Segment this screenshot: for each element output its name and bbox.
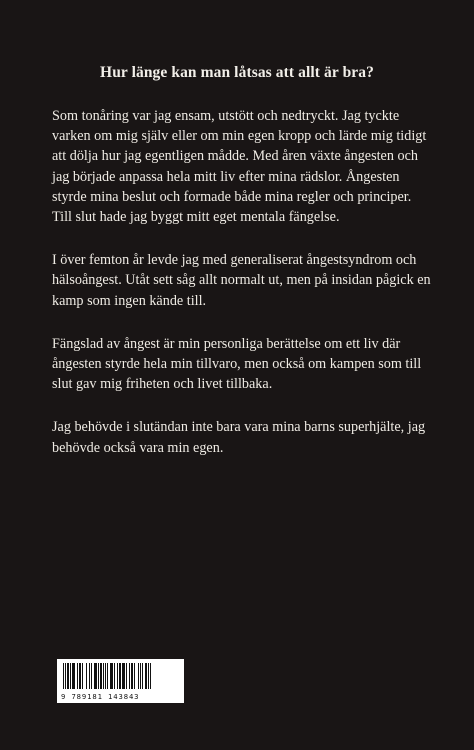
cover-headline: Hur länge kan man låtsas att allt är bra? bbox=[100, 64, 374, 81]
barcode-bar bbox=[107, 663, 108, 689]
barcode-bar bbox=[82, 663, 83, 689]
barcode-bar bbox=[110, 663, 113, 689]
barcode-bar bbox=[103, 663, 104, 689]
barcode-bar bbox=[134, 663, 135, 689]
blurb-paragraph-4: Jag behövde i slutändan inte bara vara mina barns superhjälte, jag behövde också vara min egen. bbox=[52, 419, 426, 456]
blurb-paragraph-3: Fängslad av ångest är min personliga berättelse om ett liv där ångesten styrde hela min tillvaro, men också om kampen som till slut gav mig friheten och livet tillbaka. bbox=[52, 335, 422, 393]
barcode-bar bbox=[119, 663, 121, 689]
blurb-paragraph-1: Som tonåring var jag ensam, utstött och nedtryckt. Jag tyckte varken om mig själv eller om min egen kropp och lärde mig tidigt att dölja hur jag egentligen mådde. Med åren växte ångesten och jag började anpassa hela mitt liv efter mina rädslor. Ångesten styrde mina beslut och formade både mina regler och principer. Till slut hade jag byggt mitt eget mentala fängelse. bbox=[52, 108, 427, 226]
barcode-bar bbox=[122, 663, 125, 689]
barcode-bar bbox=[117, 663, 118, 689]
barcode-bar bbox=[129, 663, 130, 689]
barcode-bar bbox=[65, 663, 66, 689]
barcode-bar bbox=[77, 663, 78, 689]
barcode-bar bbox=[94, 663, 97, 689]
barcode-bar bbox=[100, 663, 102, 689]
barcode-bar bbox=[63, 663, 64, 689]
barcode-bar bbox=[114, 663, 115, 689]
barcode-bar bbox=[91, 663, 92, 689]
barcode-bars bbox=[61, 663, 180, 692]
blurb-text bbox=[52, 106, 432, 481]
barcode-bar bbox=[131, 663, 133, 689]
isbn-barcode bbox=[57, 659, 184, 703]
isbn-number: 9 789181 143843 bbox=[61, 692, 140, 701]
barcode-bar bbox=[150, 663, 151, 689]
barcode-bar bbox=[79, 663, 81, 689]
barcode-bar bbox=[126, 663, 127, 689]
barcode-bar bbox=[148, 663, 149, 689]
barcode-bar bbox=[145, 663, 147, 689]
barcode-bar bbox=[67, 663, 69, 689]
barcode-bar bbox=[72, 663, 75, 689]
barcode-bar bbox=[105, 663, 106, 689]
barcode-bar bbox=[98, 663, 99, 689]
barcode-bar bbox=[70, 663, 71, 689]
blurb-paragraph-2: I över femton år levde jag med generaliserat ångestsyndrom och hälsoångest. Utåt sett såg allt normalt ut, men på insidan pågick en kamp som ingen kände till. bbox=[52, 252, 431, 309]
barcode-bar bbox=[86, 663, 87, 689]
barcode-bar bbox=[138, 663, 139, 689]
barcode-bar bbox=[142, 663, 143, 689]
barcode-bar bbox=[140, 663, 141, 689]
barcode-bar bbox=[89, 663, 90, 689]
